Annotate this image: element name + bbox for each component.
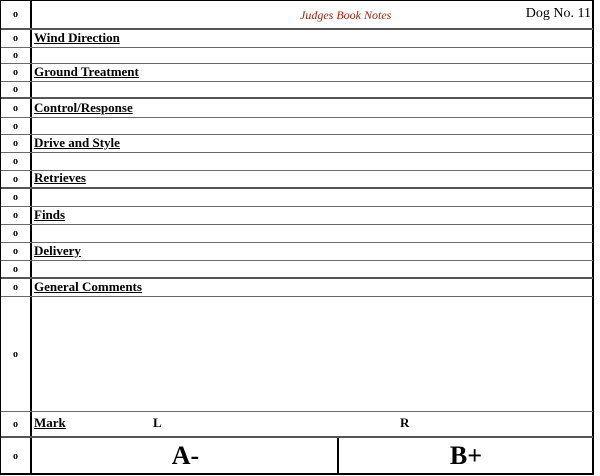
- notes-field[interactable]: [34, 189, 593, 206]
- notes-line[interactable]: [1, 82, 593, 99]
- row-bullet: o: [1, 118, 32, 134]
- notes-field[interactable]: [34, 118, 593, 134]
- mark-label: Mark: [34, 415, 66, 430]
- section-row-general-comments: [1, 279, 593, 297]
- grade-right[interactable]: [339, 438, 593, 474]
- row-bullet: o: [1, 189, 32, 206]
- header-row: [1, 1, 593, 30]
- row-bullet: o: [1, 297, 32, 411]
- notes-line[interactable]: [1, 153, 593, 171]
- row-bullet: o: [1, 207, 32, 224]
- section-label-ground-treatment: Ground Treatment: [34, 64, 139, 79]
- section-row-finds: [1, 207, 593, 225]
- row-bullet: o: [1, 64, 32, 81]
- row-bullet: o: [1, 48, 32, 63]
- section-row-drive-and-style: [1, 135, 593, 153]
- notes-line[interactable]: [1, 225, 593, 243]
- page-title: Judges Book Notes: [300, 8, 392, 22]
- row-bullet: o: [1, 153, 32, 170]
- row-bullet: o: [1, 1, 32, 28]
- notes-line[interactable]: [1, 48, 593, 64]
- section-label-general-comments: General Comments: [34, 279, 142, 294]
- row-bullet: o: [1, 261, 32, 277]
- mark-left-label: L: [153, 415, 162, 430]
- general-comments-field[interactable]: [34, 297, 593, 411]
- row-bullet: o: [1, 438, 32, 474]
- grade-left[interactable]: [34, 438, 337, 474]
- notes-field[interactable]: [34, 82, 593, 97]
- row-bullet: o: [1, 412, 32, 436]
- grade-right-value: B+: [449, 441, 483, 470]
- row-bullet: o: [1, 82, 32, 97]
- row-bullet: o: [1, 243, 32, 260]
- row-bullet: o: [1, 99, 32, 117]
- section-label-delivery: Delivery: [34, 243, 81, 258]
- section-label-drive-and-style: Drive and Style: [34, 135, 120, 150]
- notes-line[interactable]: [1, 261, 593, 279]
- mark-row: [1, 412, 593, 438]
- section-row-wind-direction: [1, 30, 593, 48]
- row-bullet: o: [1, 30, 32, 47]
- section-row-retrieves: [1, 171, 593, 189]
- section-row-ground-treatment: [1, 64, 593, 82]
- section-row-control-response: [1, 99, 593, 118]
- section-label-finds: Finds: [34, 207, 66, 222]
- row-bullet: o: [1, 171, 32, 187]
- row-bullet: o: [1, 279, 32, 296]
- notes-line[interactable]: [1, 118, 593, 135]
- grade-row: [1, 438, 593, 474]
- notes-line[interactable]: [1, 189, 593, 207]
- grade-left-value: A-: [171, 441, 200, 470]
- notes-field[interactable]: [34, 153, 593, 170]
- section-label-retrieves: Retrieves: [34, 170, 86, 185]
- row-bullet: o: [1, 135, 32, 152]
- dog-number: Dog No. 11: [525, 6, 591, 21]
- notes-field[interactable]: [34, 225, 593, 242]
- notes-field[interactable]: [34, 48, 593, 63]
- row-bullet: o: [1, 225, 32, 242]
- section-label-control-response: Control/Response: [34, 100, 133, 115]
- section-label-wind-direction: Wind Direction: [34, 30, 120, 45]
- general-comments-area[interactable]: [1, 297, 593, 412]
- mark-right-label: R: [400, 415, 410, 430]
- notes-field[interactable]: [34, 261, 593, 277]
- section-row-delivery: [1, 243, 593, 261]
